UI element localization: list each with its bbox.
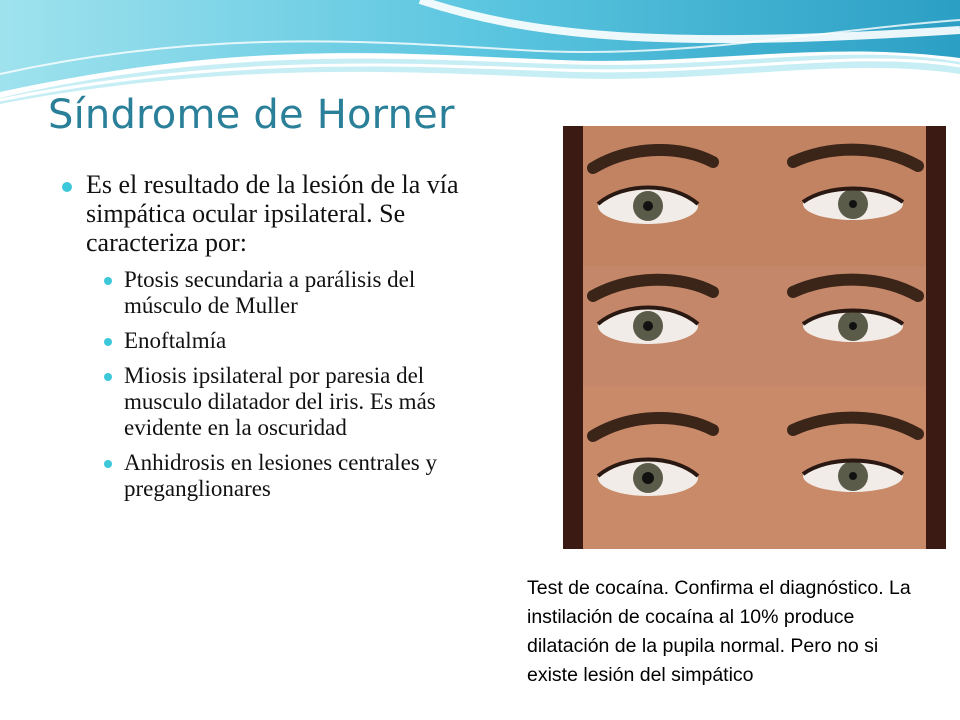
sub-bullet-text: Miosis ipsilateral por paresia del musculo dilatador del iris. Es más evidente en la oscuridad — [124, 363, 436, 440]
eyes-photo-strip-1 — [563, 126, 946, 266]
eyes-photo-collage — [563, 126, 946, 549]
eyes-photo-strip-2 — [563, 266, 946, 386]
bullet-dot-icon — [104, 277, 112, 285]
sub-bullet-item — [104, 267, 462, 319]
bullet-dot-icon — [62, 182, 72, 192]
sub-bullet-text: Ptosis secundaria a parálisis del músculo de Muller — [124, 267, 416, 318]
main-bullet-text: Es el resultado de la lesión de la vía simpática ocular ipsilateral. Se caracteriza por: — [86, 170, 459, 257]
sub-bullet-item — [104, 328, 462, 354]
sub-bullet-item — [104, 363, 462, 441]
sub-bullet-text: Anhidrosis en lesiones centrales y preganglionares — [124, 450, 437, 501]
slide-title: Síndrome de Horner — [48, 92, 455, 138]
bullet-dot-icon — [104, 338, 112, 346]
bullet-dot-icon — [104, 373, 112, 381]
photo-caption: Test de cocaína. Confirma el diagnóstico. La instilación de cocaína al 10% produce dilatación de la pupila normal. Pero no si existe lesión del simpático — [527, 577, 911, 686]
main-bullet — [62, 170, 462, 257]
bullet-dot-icon — [104, 460, 112, 468]
sub-bullet-text: Enoftalmía — [124, 328, 227, 353]
eyes-photo-strip-3 — [563, 386, 946, 549]
sub-bullet-item — [104, 450, 462, 502]
sub-bullet-list — [62, 267, 462, 502]
bullet-content — [62, 170, 462, 511]
